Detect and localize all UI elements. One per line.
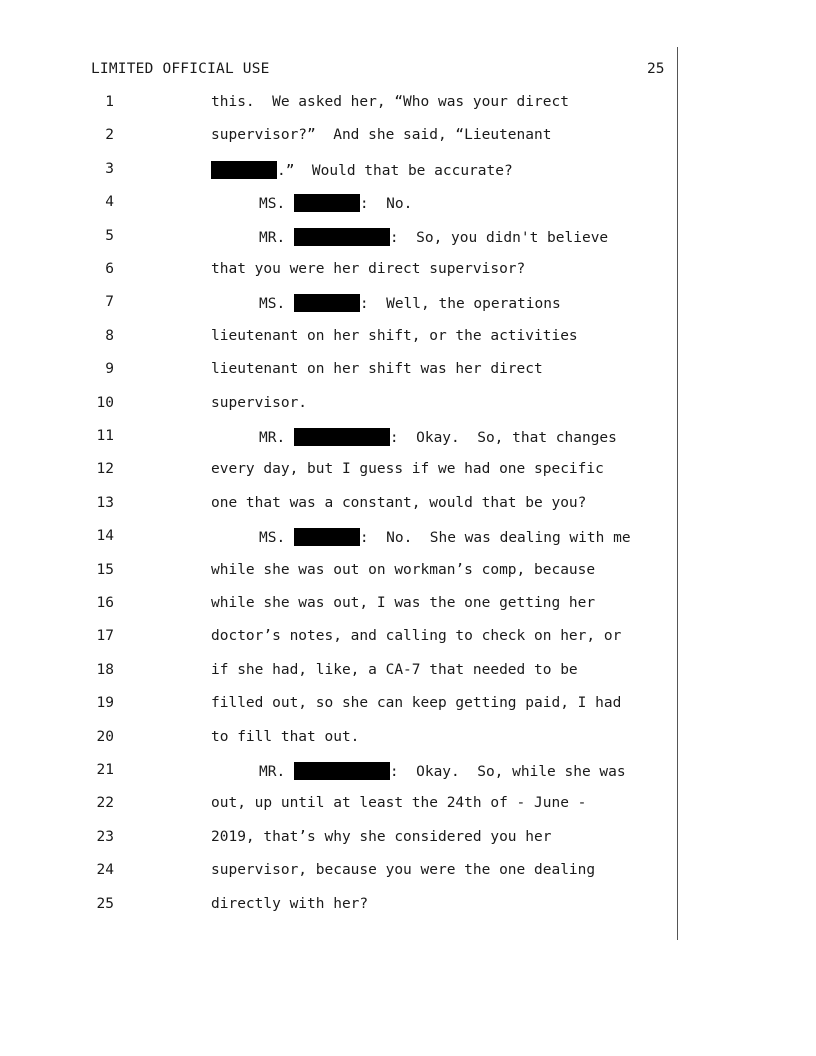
transcript-line xyxy=(0,595,816,619)
transcript-line xyxy=(0,628,816,652)
redaction-box xyxy=(211,161,277,179)
line-number: 11 xyxy=(96,428,114,444)
redaction-box xyxy=(294,194,360,212)
line-text xyxy=(211,862,595,878)
transcript-line xyxy=(0,862,816,886)
line-text xyxy=(211,795,586,811)
line-text-before: lieutenant on her shift, or the activities xyxy=(211,327,578,344)
transcript-line xyxy=(0,361,816,385)
transcript-line xyxy=(0,127,816,151)
line-number: 18 xyxy=(96,661,114,678)
transcript-line xyxy=(0,495,816,519)
line-text xyxy=(211,595,595,611)
transcript-line xyxy=(0,762,816,786)
line-text xyxy=(211,829,551,845)
line-number: 21 xyxy=(96,762,114,778)
line-text-before: if she had, like, a CA-7 that needed to be xyxy=(211,661,578,678)
line-text xyxy=(211,261,525,277)
line-number: 5 xyxy=(105,227,114,244)
transcript-line xyxy=(0,328,816,352)
transcript-line xyxy=(0,161,816,185)
line-text xyxy=(211,361,543,377)
line-text xyxy=(211,127,551,143)
line-text-after: : No. xyxy=(359,196,413,213)
line-number: 23 xyxy=(96,828,114,845)
line-text xyxy=(211,395,307,411)
line-text-after: .” Would that be accurate? xyxy=(277,162,513,179)
line-number: 10 xyxy=(96,394,114,411)
line-text-before: that you were her direct supervisor? xyxy=(211,261,526,277)
line-number: 24 xyxy=(96,862,114,879)
line-text xyxy=(211,628,621,644)
line-text xyxy=(259,194,412,212)
transcript-line xyxy=(0,829,816,853)
line-number: 13 xyxy=(96,494,114,511)
line-text-before: MR. xyxy=(259,229,294,246)
transcript-line xyxy=(0,194,816,218)
line-text xyxy=(211,662,578,678)
line-text-before: directly with her? xyxy=(211,895,369,912)
line-text-before: while she was out, I was the one getting her xyxy=(211,595,596,611)
line-text xyxy=(211,461,604,477)
line-text-after: : So, you didn't believe xyxy=(389,229,609,246)
line-number: 12 xyxy=(96,461,114,478)
line-number: 25 xyxy=(96,895,114,912)
line-text-before: MS. xyxy=(259,296,294,313)
transcript-line xyxy=(0,94,816,118)
line-number: 8 xyxy=(105,327,114,344)
line-text xyxy=(211,495,586,511)
line-text-before: supervisor?” And she said, “Lieutenant xyxy=(211,127,552,144)
line-text-before: to fill that out. xyxy=(211,728,360,745)
line-text-before: doctor’s notes, and calling to check on her, or xyxy=(211,628,622,645)
transcript-line xyxy=(0,729,816,753)
line-text-after: : No. She was dealing with me xyxy=(359,530,631,547)
line-number: 19 xyxy=(96,695,114,712)
line-text xyxy=(259,762,626,780)
redaction-box xyxy=(294,762,390,780)
line-text-before: MS. xyxy=(259,530,294,547)
line-text xyxy=(259,228,608,246)
line-number: 20 xyxy=(96,728,114,745)
page-number: 25 xyxy=(647,61,665,77)
redaction-box xyxy=(294,294,360,312)
line-text-before: this. We asked her, “Who was your direct xyxy=(211,94,569,110)
line-text-before: MS. xyxy=(259,196,294,213)
line-number: 9 xyxy=(105,361,114,378)
line-text-before: every day, but I guess if we had one specific xyxy=(211,461,604,478)
line-number: 6 xyxy=(105,261,114,277)
line-number: 22 xyxy=(96,795,114,812)
line-number: 3 xyxy=(105,160,114,177)
line-text-before: supervisor. xyxy=(211,394,308,411)
transcript-line xyxy=(0,428,816,452)
line-text xyxy=(211,729,359,745)
line-text-before: out, up until at least the 24th of - June - xyxy=(211,795,587,812)
line-text xyxy=(259,428,617,446)
line-text-after: : Well, the operations xyxy=(359,296,561,313)
line-text-after: : Okay. So, that changes xyxy=(389,430,617,446)
transcript-line xyxy=(0,695,816,719)
transcript-line xyxy=(0,228,816,252)
transcript-line xyxy=(0,261,816,285)
transcript-line xyxy=(0,461,816,485)
line-text xyxy=(259,294,561,312)
line-number: 4 xyxy=(105,194,114,211)
line-text-before: MR. xyxy=(259,764,294,780)
transcript-line xyxy=(0,662,816,686)
line-number: 14 xyxy=(96,528,114,545)
line-text-before: 2019, that’s why she considered you her xyxy=(211,828,552,845)
line-text-before: lieutenant on her shift was her direct xyxy=(211,361,543,378)
line-number: 15 xyxy=(96,561,114,578)
line-number: 16 xyxy=(96,595,114,611)
line-text xyxy=(211,328,578,344)
line-text-before: filled out, so she can keep getting paid, I had xyxy=(211,695,622,712)
classification-header: LIMITED OFFICIAL USE xyxy=(91,61,270,77)
transcript-line xyxy=(0,395,816,419)
transcript-line xyxy=(0,896,816,920)
line-number: 17 xyxy=(96,628,114,645)
transcript-line xyxy=(0,562,816,586)
redaction-box xyxy=(294,428,390,446)
line-text-before: MR. xyxy=(259,430,294,446)
transcript-line xyxy=(0,795,816,819)
line-text-before: supervisor, because you were the one dealing xyxy=(211,862,596,879)
redaction-box xyxy=(294,228,390,246)
line-number: 7 xyxy=(105,294,114,311)
line-text-before: while she was out on workman’s comp, because xyxy=(211,561,596,578)
line-text-after: : Okay. So, while she was xyxy=(389,764,626,780)
line-text xyxy=(211,161,513,179)
line-number: 1 xyxy=(105,94,114,110)
line-number: 2 xyxy=(105,127,114,144)
line-text xyxy=(211,562,595,578)
line-text xyxy=(259,528,631,546)
line-text xyxy=(211,94,569,110)
transcript-line xyxy=(0,294,816,318)
line-text-before: one that was a constant, would that be you? xyxy=(211,494,587,511)
line-text xyxy=(211,695,621,711)
line-text xyxy=(211,896,368,912)
redaction-box xyxy=(294,528,360,546)
transcript-line xyxy=(0,528,816,552)
